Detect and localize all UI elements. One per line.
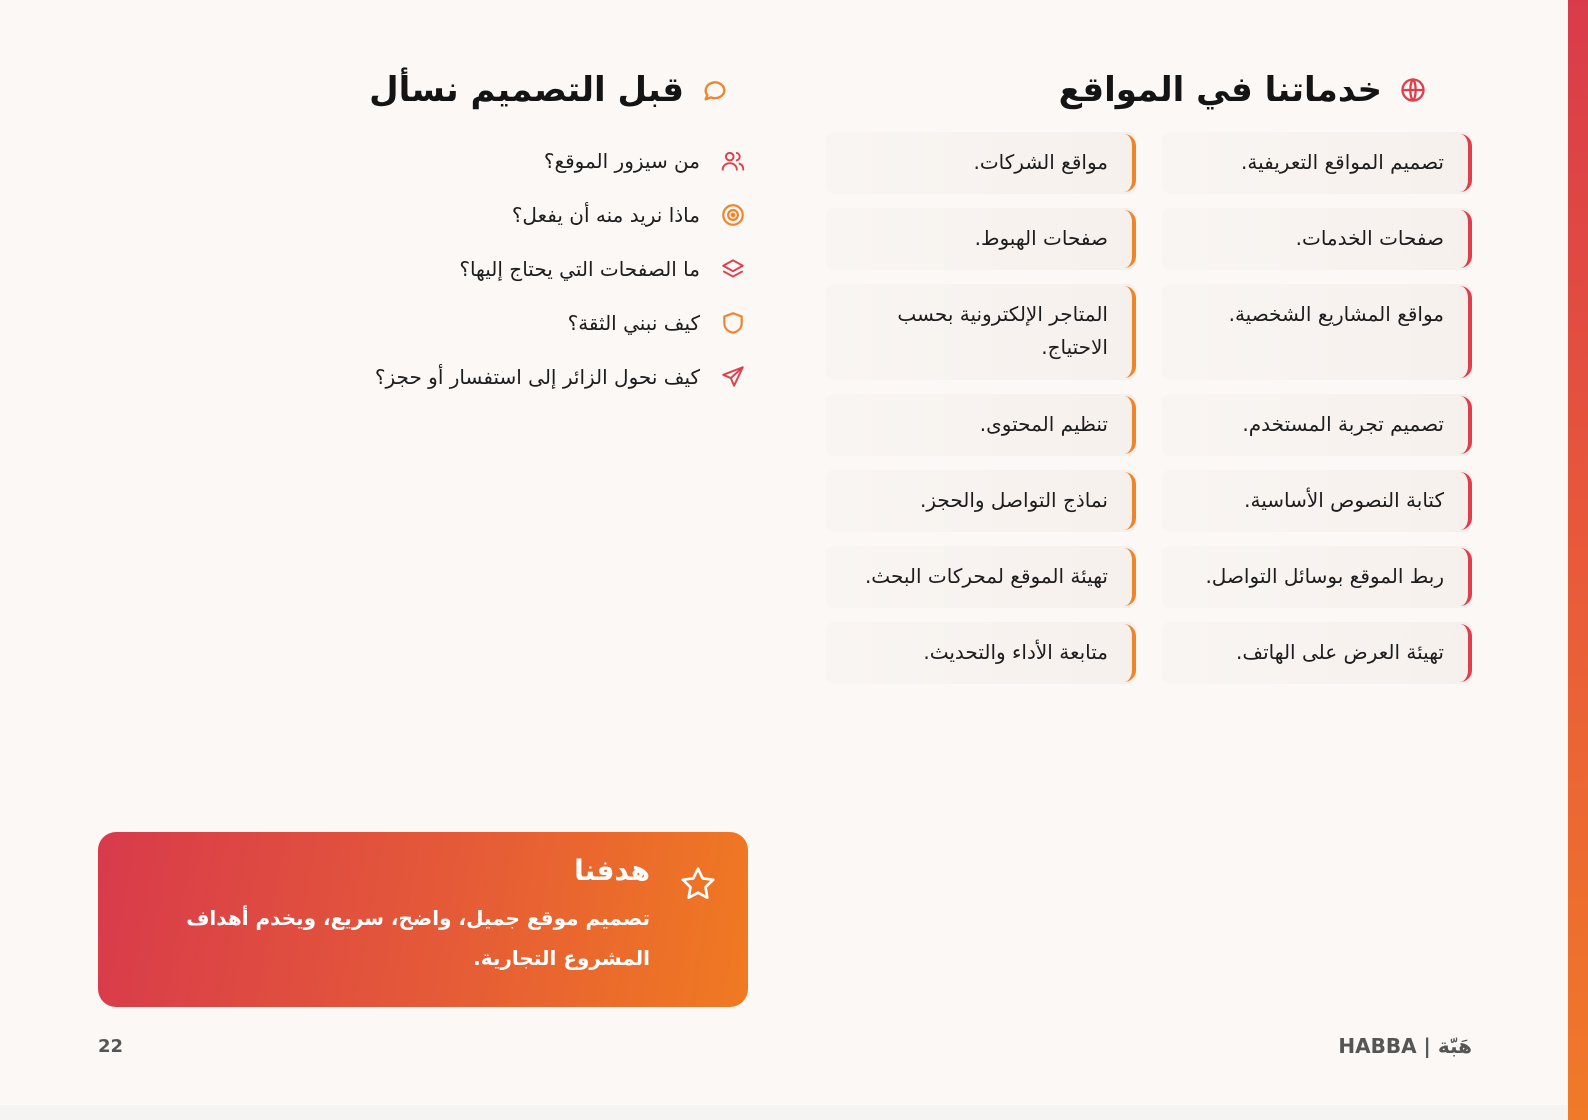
goal-title: هدفنا <box>574 854 650 887</box>
question-item <box>316 242 746 296</box>
question-text: ماذا نريد منه أن يفعل؟ <box>511 203 700 227</box>
service-item: تصميم المواقع التعريفية. <box>1162 132 1472 194</box>
service-item: مواقع المشاريع الشخصية. <box>1162 284 1472 380</box>
service-item: نماذج التواصل والحجز. <box>826 470 1136 532</box>
questions-list <box>316 134 746 404</box>
page-number: 22 <box>98 1036 124 1057</box>
services-title: خدماتنا في المواقع <box>1058 70 1382 110</box>
layers-icon <box>720 256 746 282</box>
shield-icon <box>720 310 746 336</box>
question-item <box>316 134 746 188</box>
questions-title: قبل التصميم نسأل <box>369 70 684 110</box>
goal-card <box>98 832 748 1007</box>
question-text: ما الصفحات التي يحتاج إليها؟ <box>459 257 700 281</box>
service-item: تصميم تجربة المستخدم. <box>1162 394 1472 456</box>
target-icon <box>720 202 746 228</box>
service-item: تهيئة الموقع لمحركات البحث. <box>826 546 1136 608</box>
star-icon <box>678 864 718 904</box>
question-item <box>316 296 746 350</box>
question-text: من سيزور الموقع؟ <box>543 149 700 173</box>
question-text: كيف نبني الثقة؟ <box>567 311 700 335</box>
globe-icon <box>1398 75 1428 105</box>
service-item: المتاجر الإلكترونية بحسب الاحتياج. <box>826 284 1136 380</box>
service-item: كتابة النصوص الأساسية. <box>1162 470 1472 532</box>
services-grid <box>822 132 1472 684</box>
question-item <box>316 188 746 242</box>
service-item: تنظيم المحتوى. <box>826 394 1136 456</box>
users-icon <box>720 148 746 174</box>
send-icon <box>720 364 746 390</box>
service-item: صفحات الخدمات. <box>1162 208 1472 270</box>
service-item: ربط الموقع بوسائل التواصل. <box>1162 546 1472 608</box>
services-heading <box>1059 70 1428 110</box>
goal-text: تصميم موقع جميل، واضح، سريع، ويخدم أهداف المشروع التجارية. <box>186 906 650 970</box>
service-item: متابعة الأداء والتحديث. <box>826 622 1136 684</box>
question-text: كيف نحول الزائر إلى استفسار أو حجز؟ <box>374 365 700 389</box>
brand-logo: HABBA | هَبّة <box>1338 1034 1472 1058</box>
edge-accent-bar <box>1568 0 1588 1120</box>
service-item: مواقع الشركات. <box>826 132 1136 194</box>
service-item: صفحات الهبوط. <box>826 208 1136 270</box>
questions-heading <box>369 70 730 110</box>
service-item: تهيئة العرض على الهاتف. <box>1162 622 1472 684</box>
question-item <box>316 350 746 404</box>
speech-bubble-icon <box>700 75 730 105</box>
